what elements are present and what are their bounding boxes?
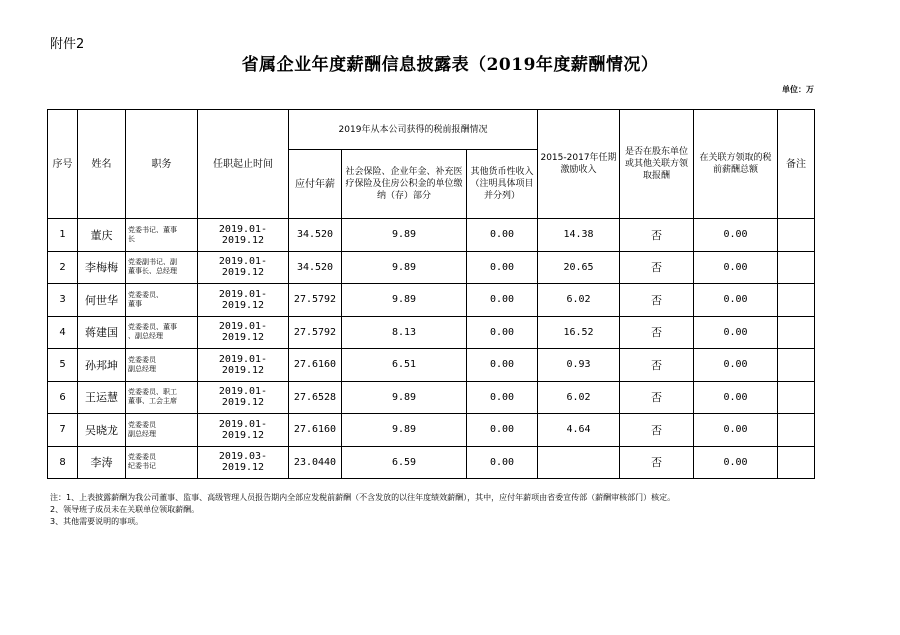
cell-social: 9.89 (342, 219, 467, 252)
cell-name: 何世华 (78, 284, 126, 317)
cell-name: 吴晓龙 (78, 414, 126, 447)
cell-social: 6.51 (342, 349, 467, 382)
cell-remark (778, 381, 815, 414)
cell-other: 0.00 (467, 446, 538, 479)
cell-related: 0.00 (694, 251, 778, 284)
cell-name: 李梅梅 (78, 251, 126, 284)
table-row (48, 414, 815, 447)
cell-seq: 3 (48, 284, 78, 317)
cell-seq: 5 (48, 349, 78, 382)
cell-related: 0.00 (694, 219, 778, 252)
cell-term: 2019.03-2019.12 (198, 446, 289, 479)
cell-other: 0.00 (467, 284, 538, 317)
header-group-pretax: 2019年从本公司获得的税前报酬情况 (289, 110, 538, 150)
cell-shareholder: 否 (620, 381, 694, 414)
table-row (48, 349, 815, 382)
cell-related: 0.00 (694, 284, 778, 317)
cell-shareholder: 否 (620, 446, 694, 479)
cell-remark (778, 316, 815, 349)
cell-shareholder: 否 (620, 316, 694, 349)
cell-remark (778, 219, 815, 252)
header-position: 职务 (126, 110, 198, 219)
table-row (48, 219, 815, 252)
cell-related: 0.00 (694, 414, 778, 447)
cell-other: 0.00 (467, 316, 538, 349)
cell-seq: 7 (48, 414, 78, 447)
cell-social: 8.13 (342, 316, 467, 349)
cell-other: 0.00 (467, 381, 538, 414)
cell-annual-pay: 34.520 (289, 251, 342, 284)
cell-position: 党委委员、董事 、副总经理 (126, 316, 198, 349)
cell-annual-pay: 27.5792 (289, 284, 342, 317)
table-row (48, 284, 815, 317)
cell-name: 董庆 (78, 219, 126, 252)
cell-other: 0.00 (467, 414, 538, 447)
cell-annual-pay: 27.5792 (289, 316, 342, 349)
salary-table (47, 109, 815, 479)
cell-seq: 1 (48, 219, 78, 252)
cell-shareholder: 否 (620, 414, 694, 447)
header-other-income: 其他货币性收入（注明具体项目并分列） (467, 150, 538, 219)
table-row (48, 251, 815, 284)
cell-social: 9.89 (342, 284, 467, 317)
cell-position: 党委委员、 董事 (126, 284, 198, 317)
cell-social: 6.59 (342, 446, 467, 479)
footnote-2: 2、领导班子成员未在关联单位领取薪酬。 (50, 505, 200, 514)
footnote-3: 3、其他需要说明的事项。 (50, 517, 144, 526)
cell-name: 王运慧 (78, 381, 126, 414)
footnote-1: 注：1、上表披露薪酬为我公司董事、监事、高级管理人员报告期内全部应发税前薪酬（不含发放的以往年度绩效薪酬），其中，应付年薪项由省委宣传部（薪酬审核部门）核定。 (50, 493, 676, 502)
cell-social: 9.89 (342, 251, 467, 284)
cell-seq: 2 (48, 251, 78, 284)
cell-annual-pay: 34.520 (289, 219, 342, 252)
cell-position: 党委委员 副总经理 (126, 349, 198, 382)
cell-remark (778, 446, 815, 479)
cell-shareholder: 否 (620, 284, 694, 317)
cell-remark (778, 349, 815, 382)
cell-related: 0.00 (694, 316, 778, 349)
cell-term: 2019.01-2019.12 (198, 414, 289, 447)
table-row (48, 316, 815, 349)
cell-other: 0.00 (467, 349, 538, 382)
cell-seq: 4 (48, 316, 78, 349)
cell-position: 党委书记、董事 长 (126, 219, 198, 252)
cell-social: 9.89 (342, 414, 467, 447)
cell-position: 党委委员 副总经理 (126, 414, 198, 447)
cell-remark (778, 284, 815, 317)
cell-seq: 6 (48, 381, 78, 414)
cell-incentive: 20.65 (538, 251, 620, 284)
cell-position: 党委副书记、副 董事长、总经理 (126, 251, 198, 284)
cell-incentive (538, 446, 620, 479)
cell-incentive: 16.52 (538, 316, 620, 349)
cell-term: 2019.01-2019.12 (198, 316, 289, 349)
cell-related: 0.00 (694, 381, 778, 414)
header-annual-pay: 应付年薪 (289, 150, 342, 219)
header-name: 姓名 (78, 110, 126, 219)
cell-shareholder: 否 (620, 251, 694, 284)
cell-shareholder: 否 (620, 349, 694, 382)
cell-incentive: 14.38 (538, 219, 620, 252)
attachment-label: 附件2 (50, 37, 85, 52)
cell-incentive: 4.64 (538, 414, 620, 447)
cell-annual-pay: 27.6160 (289, 349, 342, 382)
header-social-insurance: 社会保险、企业年金、补充医疗保险及住房公积金的单位缴纳（存）部分 (342, 150, 467, 219)
cell-related: 0.00 (694, 446, 778, 479)
cell-name: 蒋建国 (78, 316, 126, 349)
unit-label: 单位：万 (782, 85, 814, 94)
cell-shareholder: 否 (620, 219, 694, 252)
header-incentive: 2015-2017年任期激励收入 (538, 110, 620, 219)
cell-term: 2019.01-2019.12 (198, 219, 289, 252)
table-row (48, 381, 815, 414)
page-title: 省属企业年度薪酬信息披露表（2019年度薪酬情况） (241, 55, 659, 75)
cell-remark (778, 414, 815, 447)
cell-term: 2019.01-2019.12 (198, 251, 289, 284)
cell-position: 党委委员、职工 董事、工会主席 (126, 381, 198, 414)
cell-incentive: 6.02 (538, 284, 620, 317)
header-related-pay: 在关联方领取的税前薪酬总额 (694, 110, 778, 219)
cell-social: 9.89 (342, 381, 467, 414)
cell-other: 0.00 (467, 219, 538, 252)
cell-incentive: 0.93 (538, 349, 620, 382)
cell-term: 2019.01-2019.12 (198, 284, 289, 317)
cell-position: 党委委员 纪委书记 (126, 446, 198, 479)
table-row (48, 446, 815, 479)
cell-annual-pay: 23.0440 (289, 446, 342, 479)
header-shareholder-pay: 是否在股东单位或其他关联方领取报酬 (620, 110, 694, 219)
header-seq: 序号 (48, 110, 78, 219)
header-term: 任职起止时间 (198, 110, 289, 219)
cell-name: 孙邦坤 (78, 349, 126, 382)
cell-related: 0.00 (694, 349, 778, 382)
cell-seq: 8 (48, 446, 78, 479)
cell-other: 0.00 (467, 251, 538, 284)
cell-annual-pay: 27.6160 (289, 414, 342, 447)
footnotes (50, 492, 675, 528)
header-remark: 备注 (778, 110, 815, 219)
cell-remark (778, 251, 815, 284)
cell-term: 2019.01-2019.12 (198, 349, 289, 382)
cell-annual-pay: 27.6528 (289, 381, 342, 414)
cell-name: 李涛 (78, 446, 126, 479)
cell-incentive: 6.02 (538, 381, 620, 414)
cell-term: 2019.01-2019.12 (198, 381, 289, 414)
